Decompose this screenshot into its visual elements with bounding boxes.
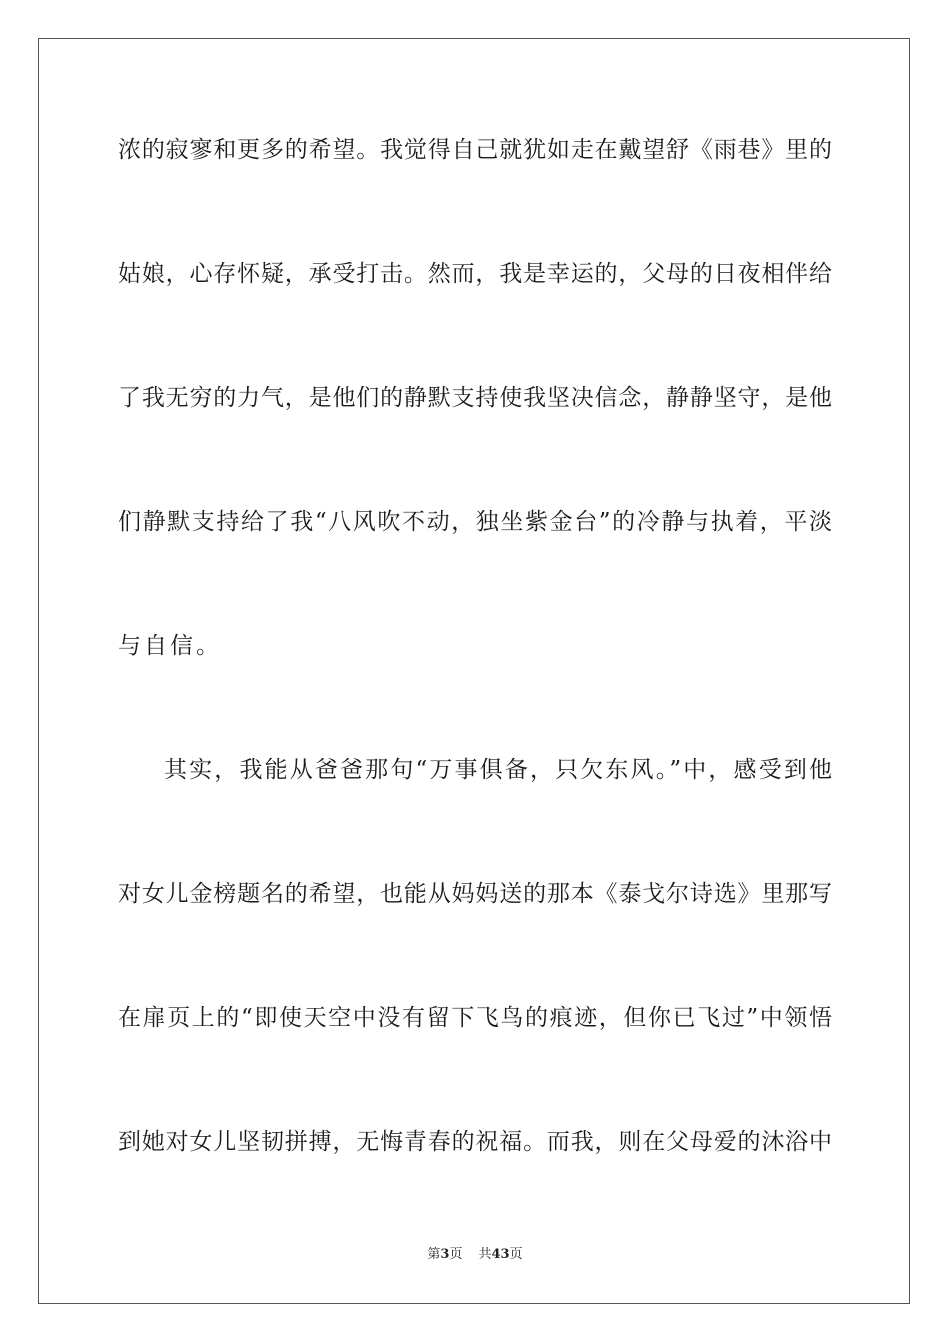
total-pages: 43 (491, 1247, 510, 1262)
text-line: 对女儿金榜题名的希望，也能从妈妈送的那本《泰戈尔诗选》里那写 (118, 881, 832, 907)
text-line: 姑娘，心存怀疑，承受打击。然而，我是幸运的，父母的日夜相伴给 (118, 261, 832, 287)
text-line: 浓的寂寥和更多的希望。我觉得自己就犹如走在戴望舒《雨巷》里的 (118, 137, 832, 163)
page-footer (0, 1246, 950, 1264)
text-line: 与自信。 (118, 633, 222, 659)
total-suffix: 页 (509, 1247, 523, 1262)
text-line: 其实，我能从爸爸那句“万事俱备，只欠东风。”中，感受到他 (164, 757, 832, 783)
total-prefix: 共 (478, 1247, 492, 1262)
page-border (38, 38, 910, 1304)
text-line: 到她对女儿坚韧拼搏，无悔青春的祝福。而我，则在父母爱的沐浴中 (118, 1129, 832, 1155)
page-prefix: 第 (427, 1247, 441, 1262)
page-number: 3 (440, 1247, 450, 1262)
text-line: 们静默支持给了我“八风吹不动，独坐紫金台”的冷静与执着，平淡 (118, 509, 832, 535)
text-line: 在扉页上的“即使天空中没有留下飞鸟的痕迹，但你已飞过”中领悟 (118, 1005, 832, 1031)
text-line: 了我无穷的力气，是他们的静默支持使我坚决信念，静静坚守，是他 (118, 385, 832, 411)
page-suffix: 页 (449, 1247, 463, 1262)
